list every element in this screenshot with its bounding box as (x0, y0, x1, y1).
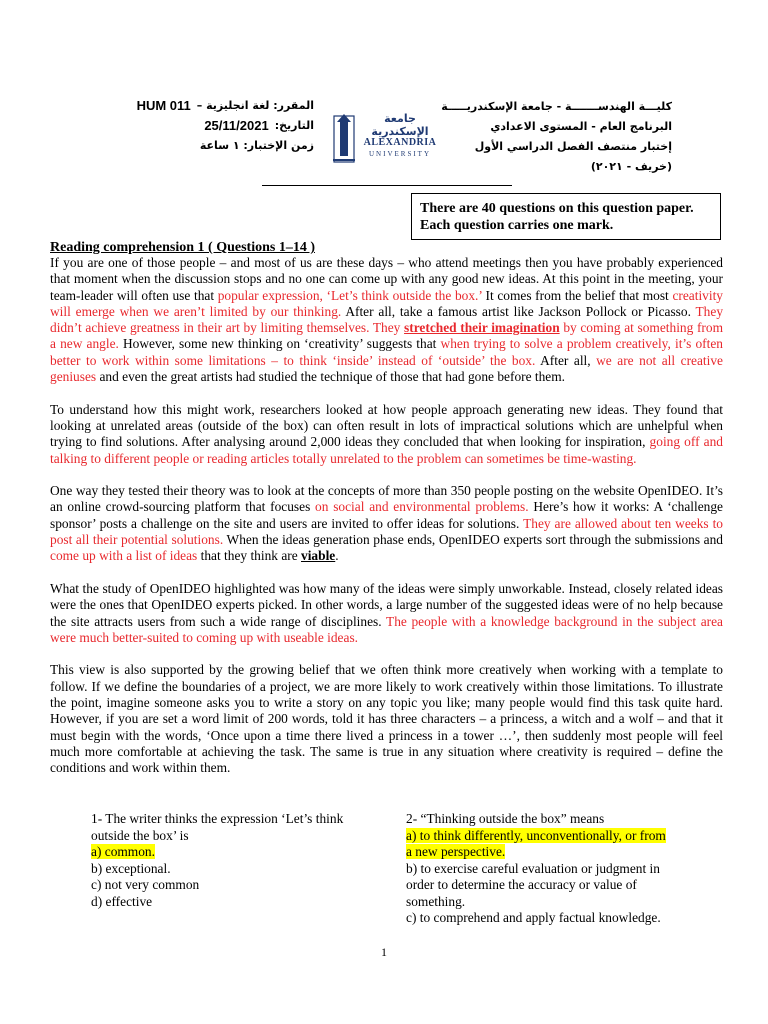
university-logo (330, 110, 440, 168)
question-1-option-a: a) common. (91, 844, 155, 859)
passage-text: and even the great artists had studied the technique of those that had gone before them. (96, 369, 566, 385)
emphasized-text: going off and talking to different people or reading articles totally unrelated to the problem can sometimes be time-wasting. (50, 434, 723, 466)
passage-text: This view is also supported by the growing belief that we often think more creatively when working with a template to follow. If we define the boundaries of a project, we are more likely to work creatively within those limitations. To illustrate the point, imagine someone asks you to write a story on any topic you like; many people would find this task quite hard. However, if you are set a word limit of 200 words, told it has three characters – a princess, a witch and a wolf – and that it must begin with the words, ‘Once upon a time there lived a princess in a tower …’, then suddenly most people will feel much more comfortable at achieving the task. The same is true in any situation where creativity is required – define the conditions and work within them. (50, 662, 723, 776)
logo-university-text: UNIVERSITY (369, 150, 431, 158)
question-1-stem-line-1: 1- The writer thinks the expression ‘Let’s think (91, 811, 344, 826)
question-1-stem-line-2: outside the box’ is (91, 827, 189, 843)
exam-date: 25/11/2021 (204, 118, 269, 133)
passage-text: When the ideas generation phase ends, OpenIDEO experts sort through the submissions and (223, 532, 724, 548)
reading-passage (50, 255, 723, 793)
question-2-option-a-line-2: a new perspective. (406, 844, 506, 859)
date-label: التاريخ: (274, 119, 314, 132)
emphasized-text: creativity will emerge when we aren’t limited by our thinking. (50, 287, 723, 319)
passage-paragraph-1 (50, 255, 723, 385)
passage-text: that they think are (197, 548, 302, 564)
passage-text: Here’s how it works: A ‘challenge sponsor’ posts a challenge on the site and users are invited to offer ideas for solutions. (50, 499, 723, 531)
logo-arabic-text: جامعة الإسكندرية (371, 112, 429, 138)
program-line: البرنامج العام - المستوى الاعدادي (490, 120, 672, 133)
passage-text: To understand how this might work, researchers looked at how people approach generating new ideas. They found that looking at unrelated areas (outside of the box) can often result in lots of impractical solutions which are unhelpful when trying to find solutions. After analysing around 2,000 ideas they concluded that when looking for inspiration, (50, 401, 723, 450)
passage-text: . (335, 548, 339, 564)
notice-line-2: Each question carries one mark. (420, 218, 614, 233)
duration-row (94, 136, 314, 156)
exam-line: إختبار منتصف الفصل الدراسي الأول (474, 140, 672, 153)
question-2-option-b-line-3: something. (406, 893, 466, 909)
passage-paragraph-4 (50, 581, 723, 646)
passage-text: It comes from the belief that most (481, 287, 673, 303)
passage-text: After all, (535, 352, 597, 368)
emphasized-text: The people with a knowledge background in the subject area were much better-suited to coming up with useable ideas. (50, 613, 724, 645)
logo-english-text: ALEXANDRIA (363, 137, 437, 148)
emphasized-text: viable (301, 548, 336, 564)
emphasized-text: on social and environmental problems. (315, 499, 529, 515)
emphasized-text: when trying to solve a problem creatively, it’s often better to work within some limitations – to think ‘inside’ instead of ‘outside’ the box. (50, 336, 723, 368)
question-2-option-c: c) to comprehend and apply factual knowledge. (406, 910, 661, 925)
emphasized-text: come up with a list of ideas (50, 548, 198, 564)
term-line: (خريف - ٢٠٢١) (590, 160, 672, 173)
passage-paragraph-5 (50, 662, 723, 776)
question-2-stem: 2- “Thinking outside the box” means (406, 811, 605, 826)
question-1-option-d: d) effective (91, 893, 153, 909)
question-1-option-b: b) exceptional. (91, 860, 171, 876)
course-code: HUM 011 (136, 98, 191, 113)
passage-text: However, some new thinking on ‘creativity’ suggests that (118, 336, 441, 352)
course-row (94, 96, 314, 116)
course-label: المقرر: لغة انجليزية – (196, 99, 314, 112)
section-title: Reading comprehension 1 ( Questions 1–14 ) (50, 240, 315, 255)
passage-text: One way they tested their theory was to look at the concepts of more than 350 people posting on the website OpenIDEO. It’s an online crowd-sourcing platform that focuses (50, 483, 723, 515)
passage-paragraph-2 (50, 402, 723, 467)
exam-notice-box (411, 193, 721, 240)
emphasized-text: stretched their imagination (404, 320, 560, 336)
question-2-option-a-line-1: a) to think differently, unconventionally, or from (406, 827, 666, 843)
page-number: 1 (381, 945, 387, 959)
emphasized-text: They didn’t achieve greatness in their art by limiting themselves. They (50, 303, 724, 336)
question-1-option-c: c) not very common (91, 877, 200, 892)
faculty-header (402, 97, 672, 177)
passage-paragraph-3 (50, 483, 723, 564)
passage-text: After all, take a famous artist like Jackson Pollock or Picasso. (341, 303, 696, 319)
course-info (94, 96, 314, 156)
date-row (94, 116, 314, 136)
emphasized-text: by coming at something from a new angle. (50, 320, 723, 352)
faculty-line: كليـــة الهندســـــــة - جامعة الإسكندريـــــة (441, 100, 672, 113)
question-2-option-b-line-1: b) to exercise careful evaluation or judgment in (406, 860, 660, 876)
passage-text: What the study of OpenIDEO highlighted was how many of the ideas were simply unworkable. Instead, closely related ideas were the ones that OpenIDEO experts picked. In other words, a large number of the suggested ideas were of no help because the site attracts users from such a wide range of disciplines. (50, 580, 723, 629)
emphasized-text: They are allowed about ten weeks to post all their potential solutions. (50, 515, 723, 548)
header-divider (262, 185, 512, 186)
emphasized-text: we are not all creative geniuses (50, 352, 724, 385)
passage-text: If you are one of those people – and most of us are these days – who attend meetings then you have probably experienced that moment when the discussion stops and no one can come up with any good new ideas. At this point in the meeting, your team-leader will often use that (50, 255, 723, 303)
notice-line-1: There are 40 questions on this question paper. (420, 201, 694, 216)
question-1 (91, 811, 371, 910)
question-2 (406, 811, 696, 927)
question-2-option-b-line-2: order to determine the accuracy or value of (406, 877, 637, 892)
emphasized-text: popular expression, ‘Let’s think outside the box.’ (217, 287, 482, 303)
exam-duration: زمن الإختبار: ١ ساعة (199, 139, 314, 152)
